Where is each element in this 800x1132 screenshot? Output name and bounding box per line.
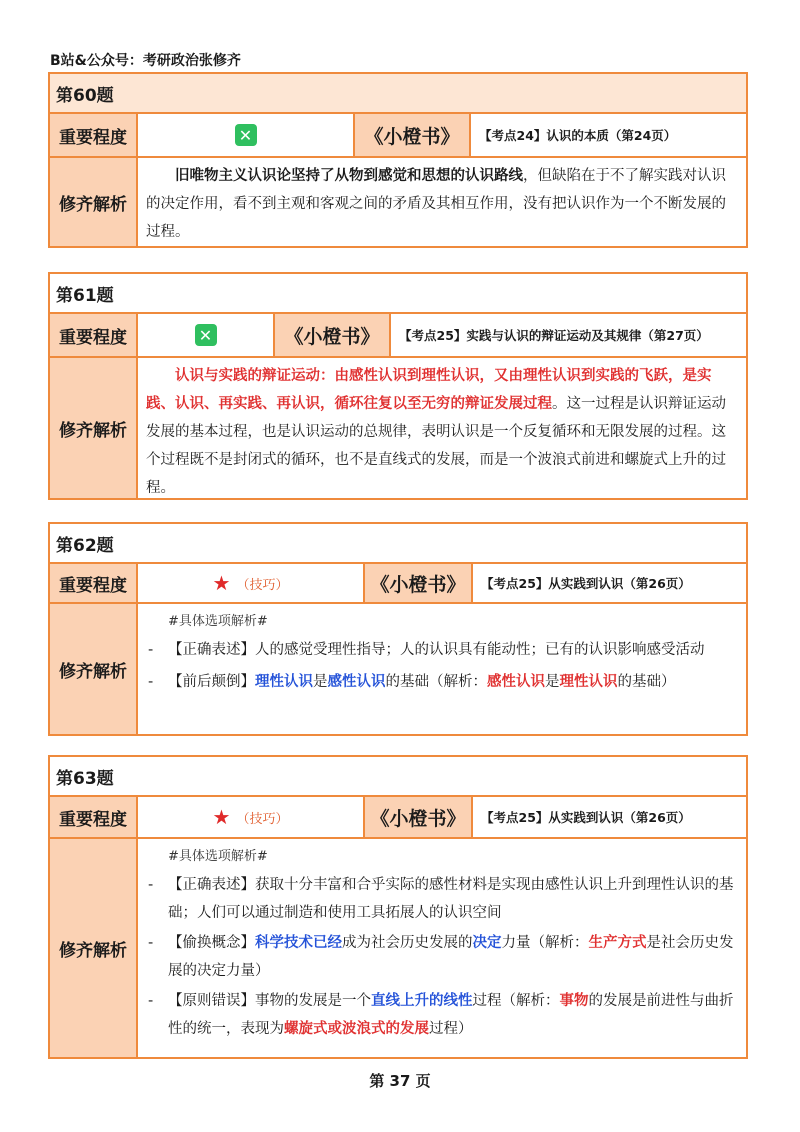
item-text: 生产方式 <box>588 935 647 951</box>
cross-mark-icon: ✕ <box>235 124 257 146</box>
list-item <box>146 668 738 696</box>
item-text: 【偷换概念】 <box>168 935 255 951</box>
question-title: 第63题 <box>56 768 114 789</box>
list-item <box>146 636 738 664</box>
importance-cell <box>138 114 355 156</box>
keypoint: 【考点25】从实践到认识（第26页） <box>481 810 691 825</box>
item-text: 理性认识 <box>255 674 313 690</box>
importance-label: 重要程度 <box>50 314 138 356</box>
question-title: 第60题 <box>50 74 746 112</box>
option-analysis-heading: #具体选项解析# <box>168 614 268 629</box>
bullet-dash: - <box>148 877 154 893</box>
item-text: 【前后颠倒】 <box>168 674 255 690</box>
list-item <box>146 871 738 927</box>
item-text: 是 <box>545 674 560 690</box>
question-63-card <box>48 755 748 1059</box>
item-text: 是社会历史发展的决定力量） <box>168 935 734 979</box>
item-text: 【原则错误】事物的发展是一个 <box>168 993 371 1009</box>
item-text: 直线上升的线性 <box>371 993 473 1009</box>
analysis-label: 修齐解析 <box>50 839 138 1057</box>
analysis-text <box>138 358 746 498</box>
keypoint: 【考点25】实践与认识的辩证运动及其规律（第27页） <box>399 328 709 343</box>
item-text: 过程（解析： <box>472 993 560 1009</box>
item-text: 感性认识 <box>327 674 386 690</box>
item-text: 是 <box>313 674 328 690</box>
question-60-card <box>48 72 748 248</box>
bullet-dash: - <box>148 935 154 951</box>
question-title: 第61题 <box>56 285 114 306</box>
page-number: 第 37 页 <box>369 1072 431 1090</box>
item-text: 的基础） <box>617 674 676 690</box>
item-text: 感性认识 <box>487 674 545 690</box>
item-text: 的发展是前进性与曲折性的统一，表现为 <box>168 993 734 1037</box>
item-text: 力量（解析： <box>501 935 589 951</box>
star-icon: ★ <box>212 571 231 595</box>
analysis-rest: ，但缺陷在于不了解实践对认识的决定作用，看不到主观和客观之间的矛盾及其相互作用，没有把认识作为一个不断发展的过程。 <box>146 168 726 240</box>
importance-label: 重要程度 <box>50 564 138 602</box>
cross-mark-icon: ✕ <box>195 324 217 346</box>
item-text: 的基础（解析： <box>385 674 487 690</box>
option-analysis-heading: #具体选项解析# <box>168 849 268 864</box>
bullet-dash: - <box>148 674 154 690</box>
header-source: B站&公众号：考研政治张修齐 <box>50 53 241 69</box>
analysis-label: 修齐解析 <box>50 158 138 246</box>
keypoint: 【考点24】认识的本质（第24页） <box>479 128 677 143</box>
book-name: 《小橙书》 <box>365 564 473 602</box>
analysis-text <box>138 839 746 1057</box>
book-name: 《小橙书》 <box>355 114 471 156</box>
bullet-dash: - <box>148 642 154 658</box>
item-text: 成为社会历史发展的 <box>342 935 473 951</box>
analysis-highlight: 认识与实践的辩证运动：由感性认识到理性认识，又由理性认识到实践的飞跃，是实践、认识、再实践、再认识，循环往复以至无穷的辩证发展过程 <box>146 368 712 412</box>
importance-label: 重要程度 <box>50 797 138 837</box>
importance-cell <box>138 797 365 837</box>
item-text: 【正确表述】获取十分丰富和合乎实际的感性材料是实现由感性认识上升到理性认识的基础；人们可以通过制造和使用工具拓展人的认识空间 <box>168 877 734 921</box>
analysis-rest: 。这一过程是认识辩证运动发展的基本过程，也是认识运动的总规律，表明认识是一个反复循环和无限发展的过程。这个过程既不是封闭式的循环，也不是直线式的发展，而是一个波浪式前进和螺旋式上升的过程。 <box>146 396 726 496</box>
item-text: 理性认识 <box>559 674 618 690</box>
importance-cell <box>138 314 275 356</box>
keypoint: 【考点25】从实践到认识（第26页） <box>481 576 691 591</box>
question-61-card <box>48 272 748 500</box>
list-item <box>146 987 738 1043</box>
bullet-dash: - <box>148 993 154 1009</box>
question-62-card <box>48 522 748 736</box>
skill-tag: （技巧） <box>236 811 289 827</box>
analysis-label: 修齐解析 <box>50 604 138 734</box>
list-item <box>146 929 738 985</box>
analysis-label: 修齐解析 <box>50 358 138 498</box>
importance-label: 重要程度 <box>50 114 138 156</box>
skill-tag: （技巧） <box>236 577 289 593</box>
question-title: 第62题 <box>56 535 114 556</box>
importance-cell <box>138 564 365 602</box>
analysis-text <box>138 158 746 246</box>
item-text: 科学技术已经 <box>255 935 342 951</box>
item-text: 事物 <box>559 993 589 1009</box>
analysis-highlight: 旧唯物主义认识论坚持了从物到感觉和思想的认识路线 <box>175 168 523 184</box>
analysis-text <box>138 604 746 734</box>
item-text: 【正确表述】人的感觉受理性指导；人的认识具有能动性；已有的认识影响感受活动 <box>168 642 705 658</box>
book-name: 《小橙书》 <box>365 797 473 837</box>
book-name: 《小橙书》 <box>275 314 391 356</box>
item-text: 螺旋式或波浪式的发展 <box>284 1021 429 1037</box>
item-text: 过程） <box>429 1021 473 1037</box>
star-icon: ★ <box>212 805 231 829</box>
item-text: 决定 <box>472 935 502 951</box>
